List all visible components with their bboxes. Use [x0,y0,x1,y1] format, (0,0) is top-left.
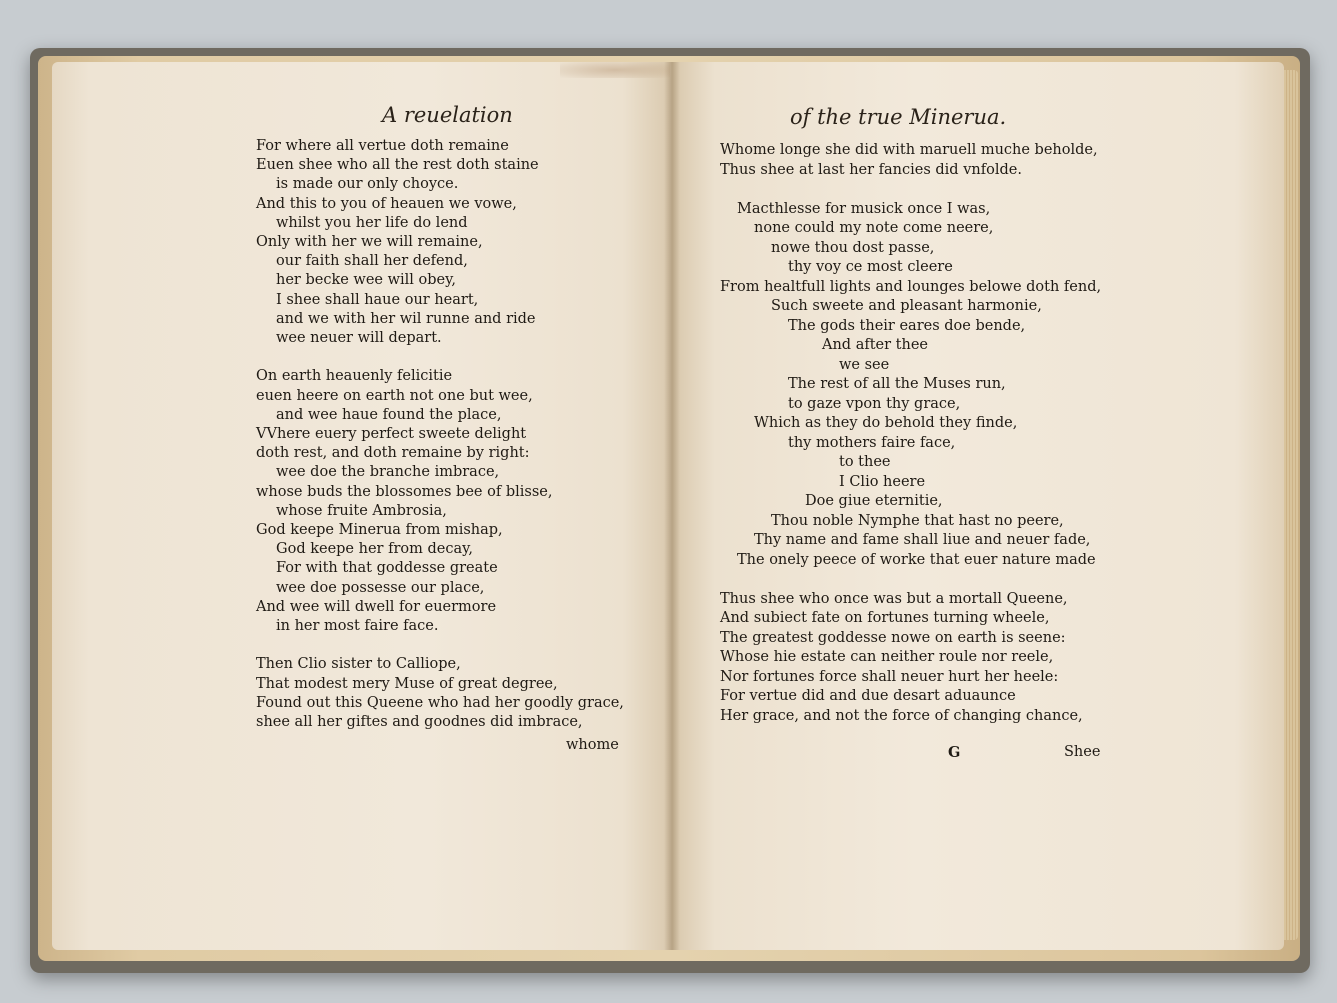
text-line: to thee [839,454,891,470]
text-line: in her most faire face. [276,618,439,634]
text-line: nowe thou dost passe, [771,239,935,256]
text-line: to gaze vpon thy grace, [788,395,961,412]
text-line: Whose hie estate can neither roule nor reele, [720,649,1054,665]
page-edges [1284,70,1298,940]
text-line: Doe giue eternitie, [805,493,943,509]
text-line: Thus shee at last her fancies did vnfolde. [720,161,1022,178]
text-line: our faith shall her defend, [276,253,468,270]
text-line: euen heere on earth not one but wee, [256,387,533,404]
text-line: Found out this Queene who had her goodly grace, [256,694,624,711]
text-line: I Clio heere [839,473,926,490]
text-line: And this to you of heauen we vowe, [256,195,517,212]
text-line: VVhere euery perfect sweete delight [256,426,527,442]
text-line: Such sweete and pleasant harmonie, [771,298,1042,314]
text-line: And after thee [822,337,928,353]
text-line: And wee will dwell for euermore [256,598,497,615]
text-line: Macthlesse for musick once I was, [737,200,991,217]
text-line: I shee shall haue our heart, [276,291,479,308]
text-line: doth rest, and doth remaine by right: [256,445,530,462]
text-line: Euen shee who all the rest doth staine [256,157,539,174]
left-catchword: whome [566,737,619,753]
text-line: is made our only choyce. [276,176,459,193]
text-line: whose fruite Ambrosia, [276,502,447,519]
text-line: God keepe her from decay, [276,541,473,558]
text-line: That modest mery Muse of great degree, [256,675,558,692]
text-line: Her grace, and not the force of changing chance, [720,707,1083,724]
text-line: shee all her giftes and goodnes did imbrace, [256,714,583,730]
text-line: God keepe Minerua from mishap, [256,522,503,538]
text-line: The rest of all the Muses run, [788,376,1006,392]
text-line: For where all vertue doth remaine [256,138,509,154]
right-signature: G [948,744,961,761]
text-line: Whome longe she did with maruell muche beholde, [720,142,1098,158]
text-line: and wee haue found the place, [276,406,502,423]
text-line: whilst you her life do lend [276,214,468,231]
text-line: For vertue did and due desart aduaunce [720,688,1016,704]
text-line: The onely peece of worke that euer nature made [737,551,1096,568]
text-line: From healtfull lights and lounges belowe doth fend, [720,278,1102,295]
left-running-head: A reuelation [382,103,513,127]
right-page-text [720,141,1160,731]
text-line: Nor fortunes force shall neuer hurt her heele: [720,668,1059,685]
left-page-text [256,137,656,747]
text-line: Only with her we will remaine, [256,234,483,250]
text-line: Thou noble Nymphe that hast no peere, [771,512,1064,529]
text-line: On earth heauenly felicitie [256,368,453,385]
text-line: none could my note come neere, [754,220,994,236]
text-line: wee doe the branche imbrace, [276,464,500,481]
text-line: And subiect fate on fortunes turning wheele, [720,610,1050,626]
text-line: For with that goddesse greate [276,560,498,577]
text-line: whose buds the blossomes bee of blisse, [256,483,553,500]
text-line: Thus shee who once was but a mortall Queene, [720,590,1068,607]
text-line: her becke wee will obey, [276,272,457,289]
page-stain [560,62,670,78]
book-gutter [664,62,680,950]
text-line: we see [839,356,890,373]
text-line: The greatest goddesse nowe on earth is seene: [720,629,1066,646]
text-line: Then Clio sister to Calliope, [256,656,461,673]
text-line: thy mothers faire face, [788,434,956,451]
text-line: thy voy ce most cleere [788,259,953,275]
text-line: Which as they do behold they finde, [754,415,1018,431]
text-line: Thy name and fame shall liue and neuer fade, [754,532,1091,548]
text-line: wee doe possesse our place, [276,579,485,596]
right-running-head: of the true Minerua. [790,105,1007,129]
text-line: wee neuer will depart. [276,330,442,346]
text-line: and we with her wil runne and ride [276,310,536,327]
right-catchword: Shee [1064,744,1101,760]
text-line: The gods their eares doe bende, [788,317,1026,334]
